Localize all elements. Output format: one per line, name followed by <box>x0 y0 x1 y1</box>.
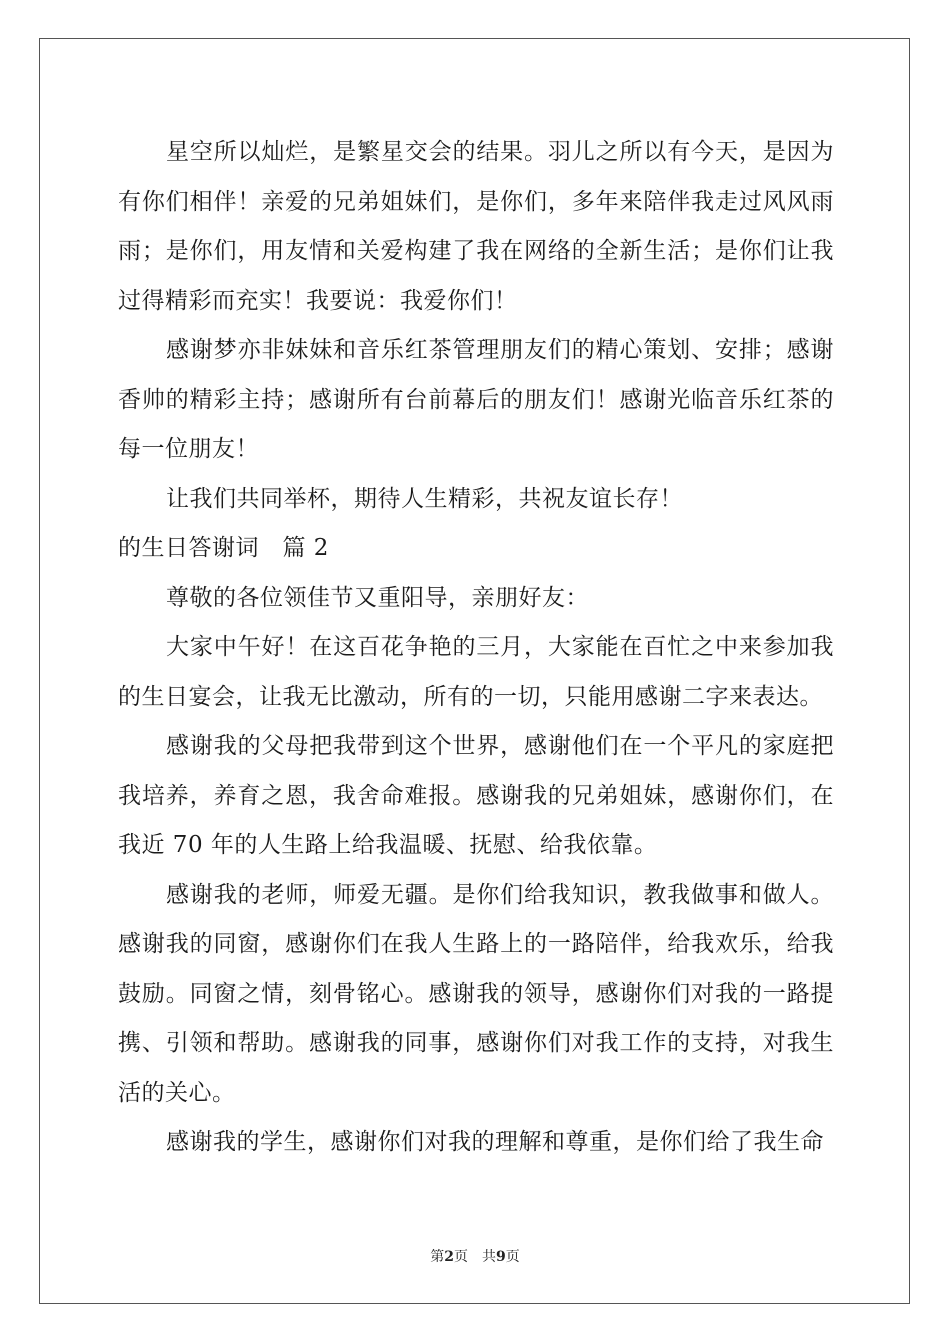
paragraph-3: 让我们共同举杯，期待人生精彩，共祝友谊长存！ <box>166 485 683 512</box>
footer-total-suffix: 页 <box>505 1249 520 1265</box>
paragraph-2: 感谢梦亦非妹妹和音乐红茶管理朋友们的精心策划、安排；感谢香帅的精彩主持；感谢所有台前幕后的朋友们！感谢光临音乐红茶的每一位朋友！ <box>118 337 834 462</box>
document-body <box>118 128 834 1168</box>
paragraph-1: 星空所以灿烂，是繁星交会的结果。羽儿之所以有今天，是因为有你们相伴！亲爱的兄弟姐妹们，是你们，多年来陪伴我走过风风雨雨；是你们，用友情和关爱构建了我在网络的全新生活；是你们让我过得精彩而充实！我要说：我爱你们！ <box>118 139 834 314</box>
paragraph-7: 感谢我的老师，师爱无疆。是你们给我知识，教我做事和做人。感谢我的同窗，感谢你们在我人生路上的一路陪伴，给我欢乐，给我鼓励。同窗之情，刻骨铭心。感谢我的领导，感谢你们对我的一路提携、引领和帮助。感谢我的同事，感谢你们对我工作的支持，对我生活的关心。 <box>118 881 834 1106</box>
footer-total-prefix: 共 <box>482 1249 496 1265</box>
footer-page-prefix: 第 <box>430 1249 445 1265</box>
section-heading: 的生日答谢词 篇 2 <box>118 535 329 561</box>
footer-page-current: 2 <box>444 1249 454 1265</box>
paragraph-8: 感谢我的学生，感谢你们对我的理解和尊重，是你们给了我生命 <box>166 1129 824 1155</box>
paragraph-4: 尊敬的各位领佳节又重阳导，亲朋好友： <box>166 584 589 611</box>
footer-page-total: 9 <box>496 1249 506 1265</box>
footer-page-mid: 页 <box>454 1249 468 1265</box>
paragraph-6: 感谢我的父母把我带到这个世界，感谢他们在一个平凡的家庭把我培养，养育之恩，我舍命难报。感谢我的兄弟姐妹，感谢你们，在我近 70 年的人生路上给我温暖、抚慰、给我依靠。 <box>118 733 834 858</box>
paragraph-5: 大家中午好！在这百花争艳的三月，大家能在百忙之中来参加我的生日宴会，让我无比激动，所有的一切，只能用感谢二字来表达。 <box>118 634 834 710</box>
page-footer <box>0 1246 950 1266</box>
